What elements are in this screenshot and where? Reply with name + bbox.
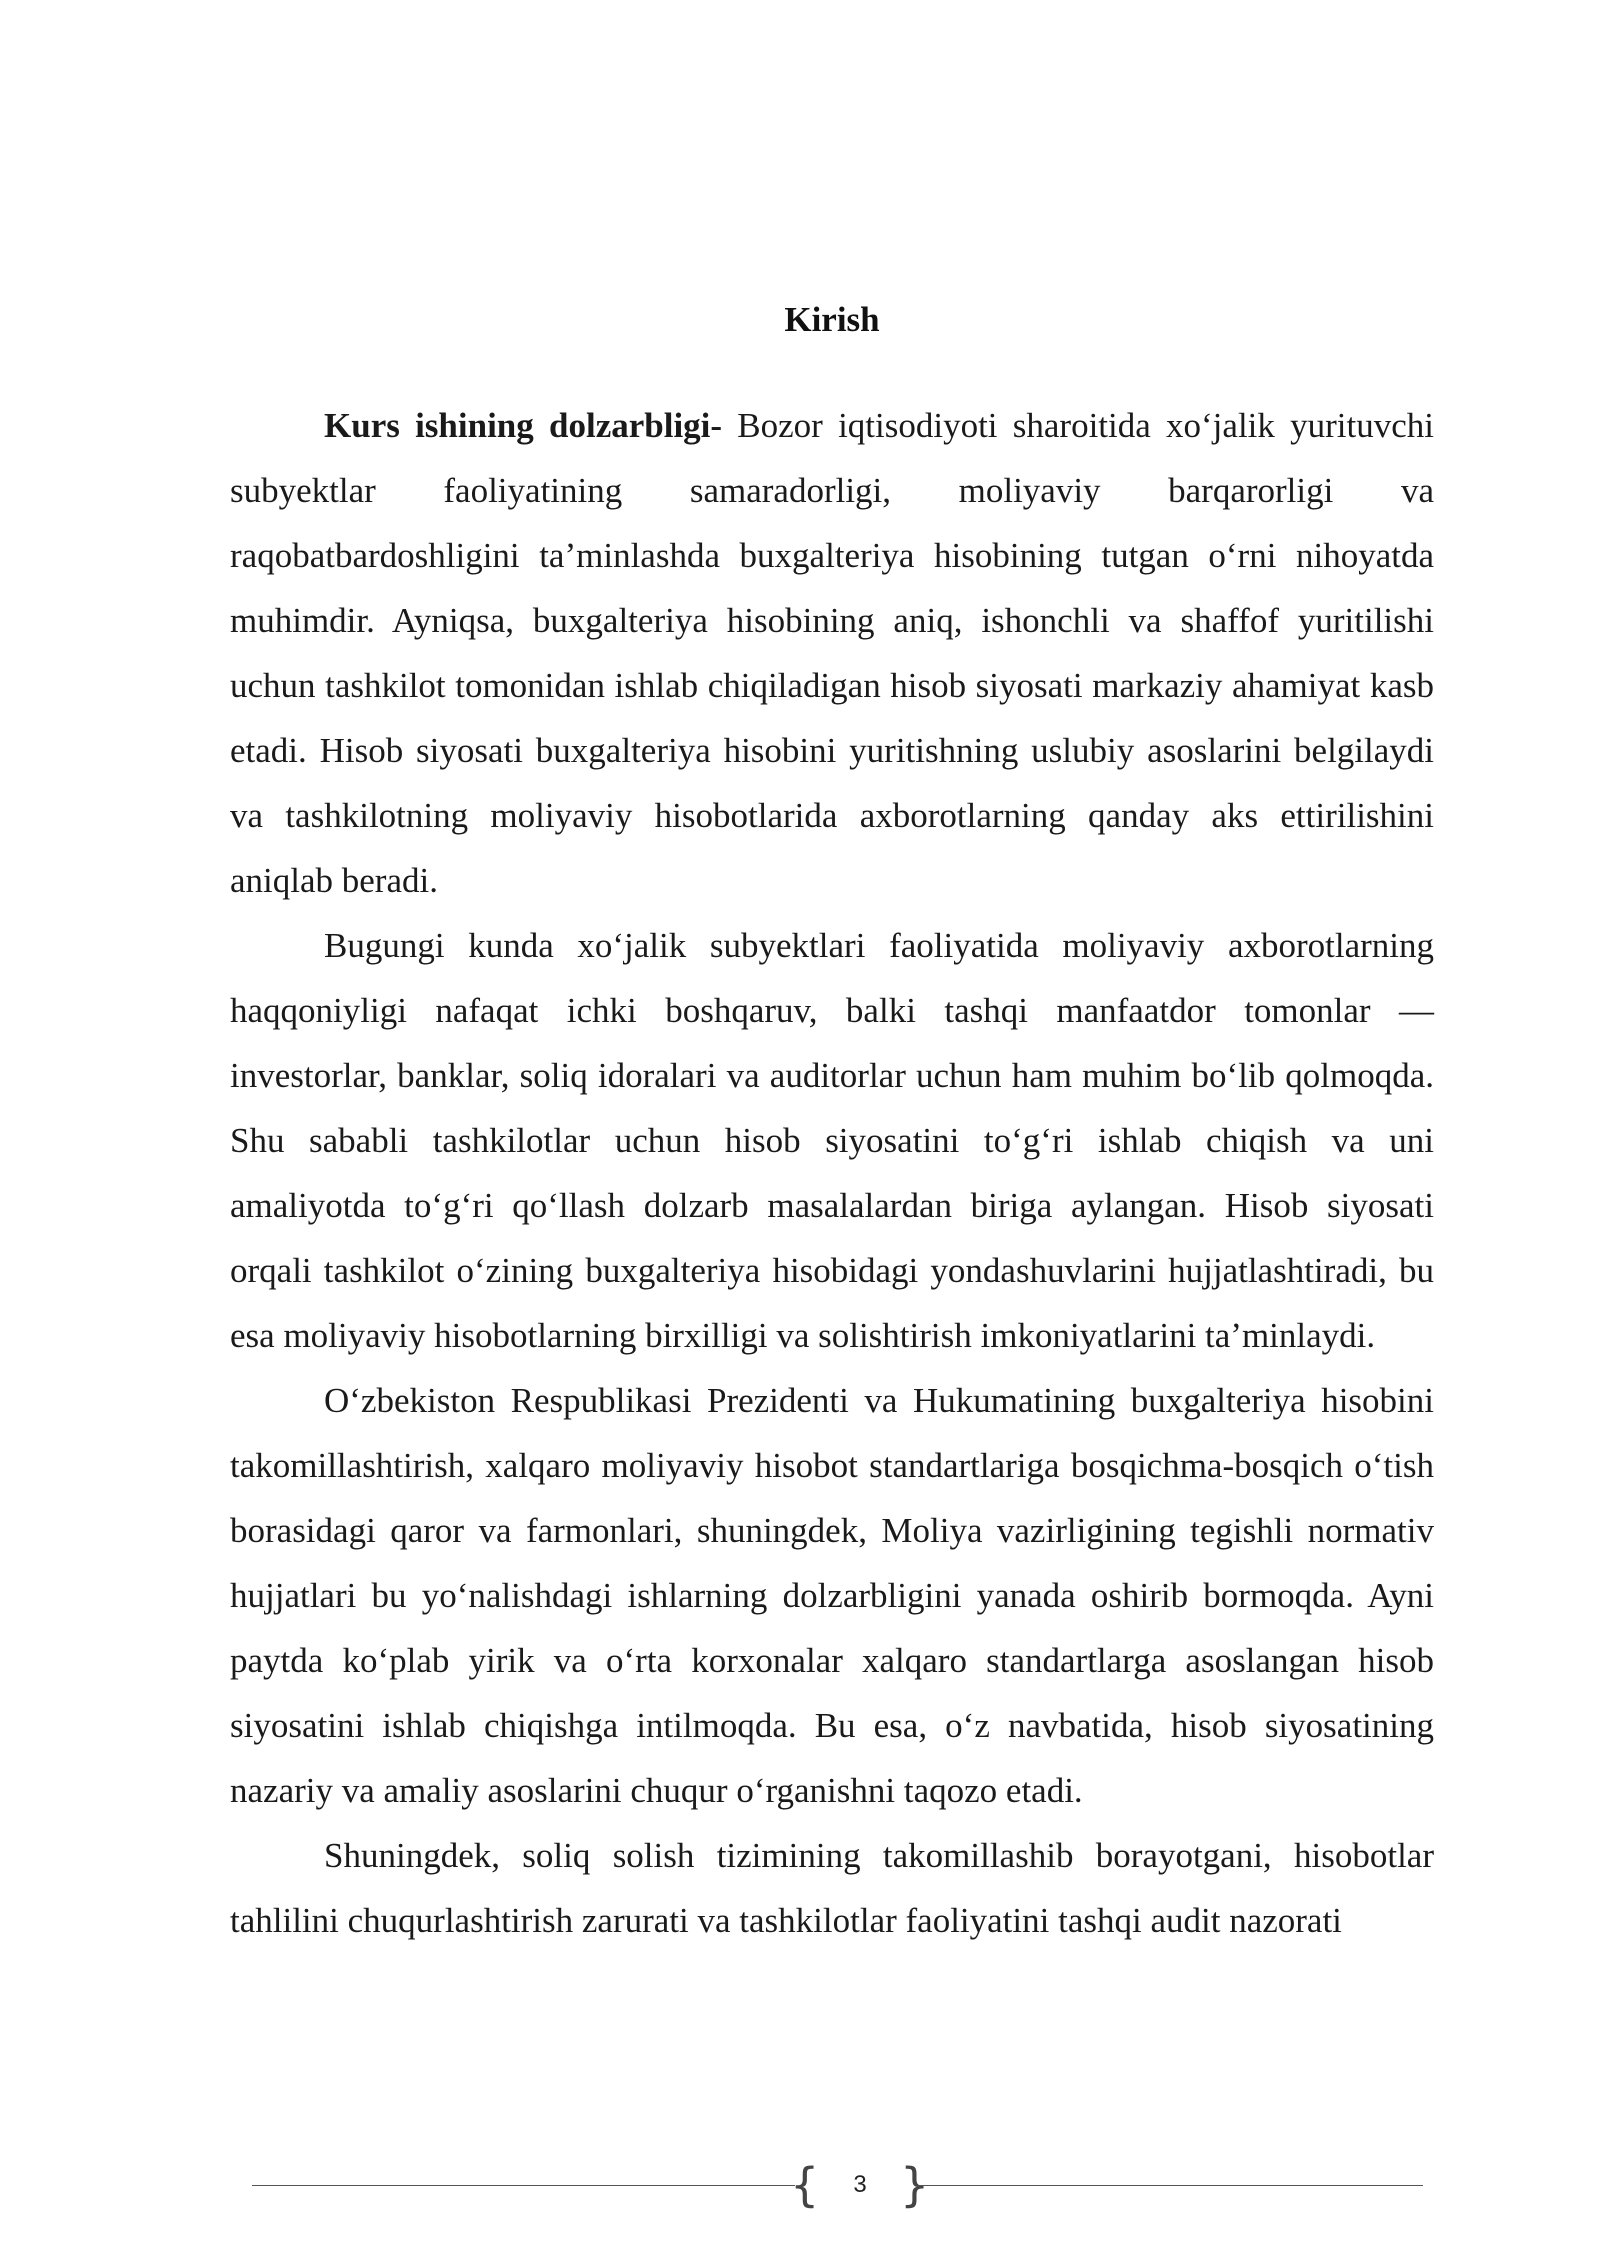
page-number: 3: [853, 2171, 867, 2198]
footer-rule-right: [918, 2185, 1423, 2186]
paragraph-3: [230, 1368, 1434, 1823]
footer-bracket-close: }: [900, 2158, 930, 2212]
paragraph-3-text: Oʻzbekiston Respublikasi Prezidenti va Hukumatining buxgalteriya hisobini takomillashtirish, xalqaro moliyaviy hisobot standartlariga bosqichma-bosqich oʻtish borasidagi qaror va farmonlari, shuningdek, Moliya vazirligining tegishli normativ hujjatlari bu yoʻnalishdagi ishlarning dolzarbligini yanada oshirib bormoqda. Ayni paytda koʻplab yirik va oʻrta korxonalar xalqaro standartlarga asoslangan hisob siyosatini ishlab chiqishga intilmoqda. Bu esa, oʻz navbatida, hisob siyosatining nazariy va amaliy asoslarini chuqur oʻrganishni taqozo etadi.: [230, 1381, 1434, 1810]
paragraph-2: [230, 913, 1434, 1368]
footer-rule-left: [252, 2185, 795, 2186]
footer-bracket-open: {: [790, 2158, 820, 2212]
section-title: Kirish: [784, 300, 880, 339]
paragraph-1-text: Bozor iqtisodiyoti sharoitida xoʻjalik yurituvchi subyektlar faoliyatining samaradorligi, moliyaviy barqarorligi va raqobatbardoshligini taʼminlashda buxgalteriya hisobining tutgan oʻrni nihoyatda muhimdir. Ayniqsa, buxgalteriya hisobining aniq, ishonchli va shaffof yuritilishi uchun tashkilot tomonidan ishlab chiqiladigan hisob siyosati markaziy ahamiyat kasb etadi. Hisob siyosati buxgalteriya hisobini yuritishning uslubiy asoslarini belgilaydi va tashkilotning moliyaviy hisobotlarida axborotlarning qanday aks ettirilishini aniqlab beradi.: [230, 406, 1434, 900]
document-body: [230, 393, 1434, 1953]
paragraph-1-lead: Kurs ishining dolzarbligi-: [324, 406, 723, 445]
paragraph-1: [230, 393, 1434, 913]
page-footer: [0, 2150, 1600, 2220]
paragraph-4: [230, 1823, 1434, 1953]
paragraph-2-text: Bugungi kunda xoʻjalik subyektlari faoliyatida moliyaviy axborotlarning haqqoniyligi nafaqat ichki boshqaruv, balki tashqi manfaatdor tomonlar — investorlar, banklar, soliq idoralari va auditorlar uchun ham muhim boʻlib qolmoqda. Shu sababli tashkilotlar uchun hisob siyosatini toʻgʻri ishlab chiqish va uni amaliyotda toʻgʻri qoʻllash dolzarb masalalardan biriga aylangan. Hisob siyosati orqali tashkilot oʻzining buxgalteriya hisobidagi yondashuvlarini hujjatlashtiradi, bu esa moliyaviy hisobotlarning birxilligi va solishtirish imkoniyatlarini taʼminlaydi.: [230, 926, 1434, 1355]
paragraph-4-text: Shuningdek, soliq solish tizimining takomillashib borayotgani, hisobotlar tahlilini chuqurlashtirish zarurati va tashkilotlar faoliyatini tashqi audit nazorati: [230, 1836, 1434, 1940]
